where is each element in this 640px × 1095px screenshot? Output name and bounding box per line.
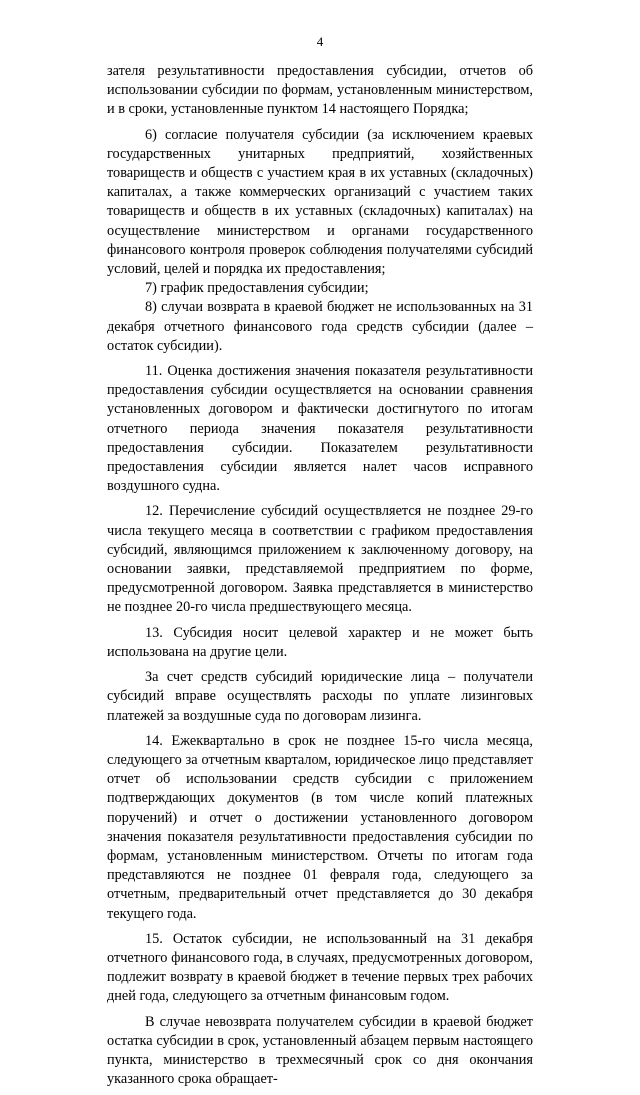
document-body xyxy=(107,62,533,1095)
paragraph-continuation: зателя результативности предоставления субсидии, отчетов об использовании субсидии по формам, установленным министерством, и в сроки, установленные пунктом 14 настоящего Порядка; xyxy=(107,63,533,118)
page-number: 4 xyxy=(316,34,324,49)
paragraph-clause-13: 13. Субсидия носит целевой характер и не может быть использована на другие цели. xyxy=(107,624,533,660)
paragraph-item-7: 7) график предоставления субсидии; xyxy=(145,280,369,297)
paragraph-clause-12: 12. Перечисление субсидий осуществляется не позднее 29-го числа текущего месяца в соответствии с графиком предоставления субсидий, являющимся приложением к заключенному договору, на основании заявки, представляемой предприятием по форме, предусмотренной договором. Заявка представляется в министерство не позднее 20-го числа предшествующего месяца. xyxy=(107,503,533,616)
paragraph-item-8: 8) случаи возврата в краевой бюджет не использованных на 31 декабря отчетного финансового года средств субсидии (далее – остаток субсидии). xyxy=(107,299,533,354)
paragraph-clause-11: 11. Оценка достижения значения показателя результативности предоставления субсидии осуществляется на основании сравнения установленных договором и фактически достигнутого по итогам отчетного периода значения показателя результативности предоставления субсидии. Показателем результативности предоставления субсидии является налет часов исправного воздушного судна. xyxy=(107,363,533,495)
paragraph-clause-15: 15. Остаток субсидии, не использованный на 31 декабря отчетного финансового года, в случаях, предусмотренных договором, подлежит возврату в краевой бюджет в течение первых трех рабочих дней года, следующего за отчетным финансовым годом. xyxy=(107,930,533,1005)
paragraph-item-6: 6) согласие получателя субсидии (за исключением краевых государственных унитарных предприятий, хозяйственных товариществ и обществ с участием края в их уставных (складочных) капиталах, а также коммерческих организаций с участием таких товариществ и обществ в их уставных (складочных) капиталах) на осуществление министерством и органами государственного финансового контроля проверок соблюдения получателями субсидий условий, целей и порядка их предоставления; xyxy=(107,126,533,278)
paragraph-clause-14: 14. Ежеквартально в срок не позднее 15-го числа месяца, следующего за отчетным кварталом, юридическое лицо представляет отчет об использовании средств субсидии с приложением подтверждающих документов (в том числе копий платежных поручений) и отчет о достижении установленного договором значения показателя результативности предоставления субсидии по формам, установленным министерством. Отчеты по итогам года представляются не позднее 01 февраля года, следующего за отчетным, предварительный отчет представляется до 30 декабря текущего года. xyxy=(107,732,533,922)
paragraph-non-return: В случае невозврата получателем субсидии в краевой бюджет остатка субсидии в срок, установленный абзацем первым настоящего пункта, министерство в трехмесячный срок со дня окончания указанного срока обращает- xyxy=(107,1013,533,1088)
paragraph-leasing: За счет средств субсидий юридические лица – получатели субсидий вправе осуществлять расходы по уплате лизинговых платежей за воздушные суда по договорам лизинга. xyxy=(107,669,533,724)
